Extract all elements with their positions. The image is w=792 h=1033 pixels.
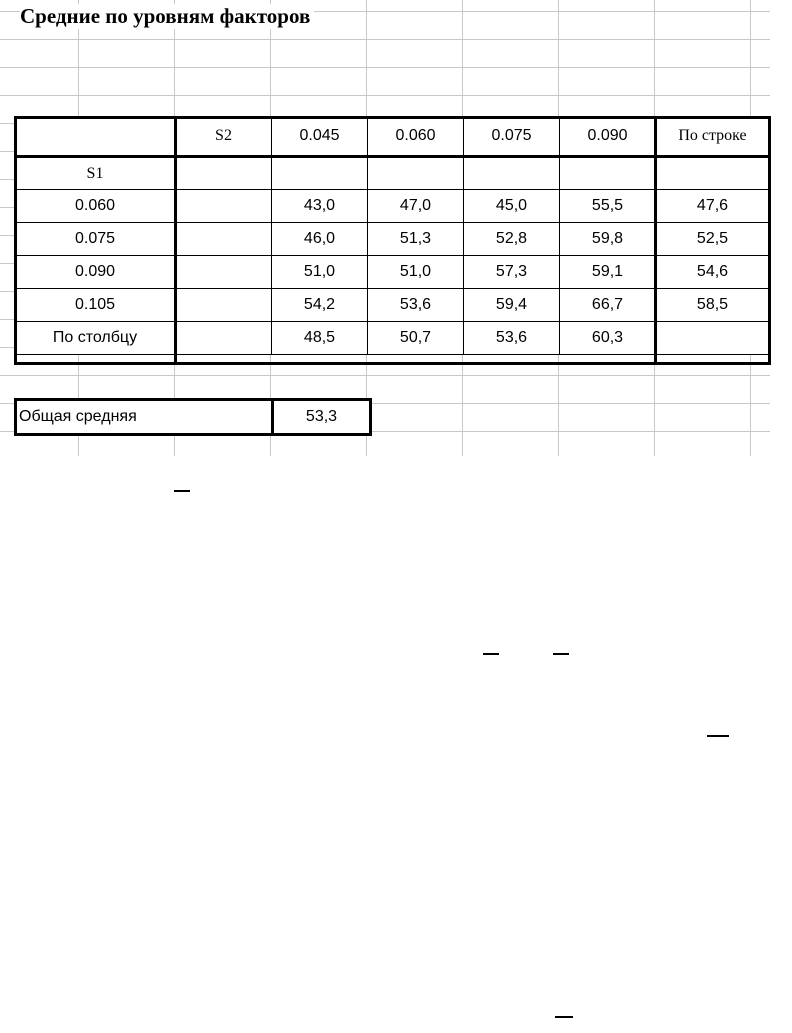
row-mean-cell[interactable]: 47,6 bbox=[656, 190, 770, 223]
value-cell[interactable]: 55,5 bbox=[560, 190, 656, 223]
row-label-cell[interactable]: 0.105 bbox=[15, 289, 176, 322]
value-cell[interactable]: 45,0 bbox=[464, 190, 560, 223]
empty-cell[interactable] bbox=[176, 256, 272, 289]
corner-cell[interactable] bbox=[15, 117, 176, 157]
column-header-cell[interactable]: 0.075 bbox=[464, 117, 560, 157]
column-total-label-cell[interactable]: По столбцу bbox=[15, 322, 176, 355]
column-header-cell[interactable]: 0.045 bbox=[272, 117, 368, 157]
overline-mark bbox=[555, 1016, 573, 1018]
value-cell[interactable]: 46,0 bbox=[272, 223, 368, 256]
column-mean-cell[interactable]: 60,3 bbox=[560, 322, 656, 355]
value-cell[interactable]: 57,3 bbox=[464, 256, 560, 289]
row-total-header-cell[interactable]: По строке bbox=[656, 117, 770, 157]
value-cell[interactable]: 53,6 bbox=[368, 289, 464, 322]
sheet-title: Средние по уровням факторов bbox=[20, 4, 314, 29]
value-cell[interactable]: 51,3 bbox=[368, 223, 464, 256]
value-cell[interactable]: 52,8 bbox=[464, 223, 560, 256]
value-cell[interactable]: 66,7 bbox=[560, 289, 656, 322]
row-mean-cell[interactable]: 52,5 bbox=[656, 223, 770, 256]
value-cell[interactable]: 59,8 bbox=[560, 223, 656, 256]
column-divider bbox=[174, 116, 177, 365]
s1-label-cell[interactable]: S1 bbox=[15, 157, 176, 190]
row-mean-cell[interactable]: 54,6 bbox=[656, 256, 770, 289]
empty-cell[interactable] bbox=[560, 157, 656, 190]
value-cell[interactable]: 59,1 bbox=[560, 256, 656, 289]
overline-mark bbox=[174, 490, 190, 492]
empty-cell[interactable] bbox=[176, 289, 272, 322]
value-cell[interactable]: 47,0 bbox=[368, 190, 464, 223]
empty-cell[interactable] bbox=[656, 322, 770, 355]
column-mean-cell[interactable]: 53,6 bbox=[464, 322, 560, 355]
value-cell[interactable]: 59,4 bbox=[464, 289, 560, 322]
overline-mark bbox=[483, 653, 499, 655]
row-label-cell[interactable]: 0.060 bbox=[15, 190, 176, 223]
row-mean-cell[interactable]: 58,5 bbox=[656, 289, 770, 322]
empty-cell[interactable] bbox=[464, 157, 560, 190]
row-label-cell[interactable]: 0.090 bbox=[15, 256, 176, 289]
empty-cell[interactable] bbox=[656, 157, 770, 190]
overall-mean-label[interactable]: Общая средняя bbox=[16, 400, 273, 435]
column-header-cell[interactable]: 0.060 bbox=[368, 117, 464, 157]
overline-mark bbox=[553, 653, 569, 655]
overall-mean-table bbox=[14, 398, 372, 436]
column-mean-cell[interactable]: 50,7 bbox=[368, 322, 464, 355]
value-cell[interactable]: 54,2 bbox=[272, 289, 368, 322]
row-label-cell[interactable]: 0.075 bbox=[15, 223, 176, 256]
s2-label-cell[interactable]: S2 bbox=[176, 117, 272, 157]
empty-cell[interactable] bbox=[176, 157, 272, 190]
value-cell[interactable]: 51,0 bbox=[368, 256, 464, 289]
column-divider bbox=[654, 116, 657, 365]
empty-cell[interactable] bbox=[176, 190, 272, 223]
value-cell[interactable]: 43,0 bbox=[272, 190, 368, 223]
empty-cell[interactable] bbox=[272, 157, 368, 190]
value-cell[interactable]: 51,0 bbox=[272, 256, 368, 289]
overall-mean-row bbox=[16, 400, 371, 435]
empty-cell[interactable] bbox=[368, 157, 464, 190]
overline-mark bbox=[707, 735, 729, 737]
overall-mean-value[interactable]: 53,3 bbox=[273, 400, 371, 435]
column-mean-cell[interactable]: 48,5 bbox=[272, 322, 368, 355]
empty-cell[interactable] bbox=[176, 223, 272, 256]
column-header-cell[interactable]: 0.090 bbox=[560, 117, 656, 157]
empty-cell[interactable] bbox=[176, 322, 272, 355]
